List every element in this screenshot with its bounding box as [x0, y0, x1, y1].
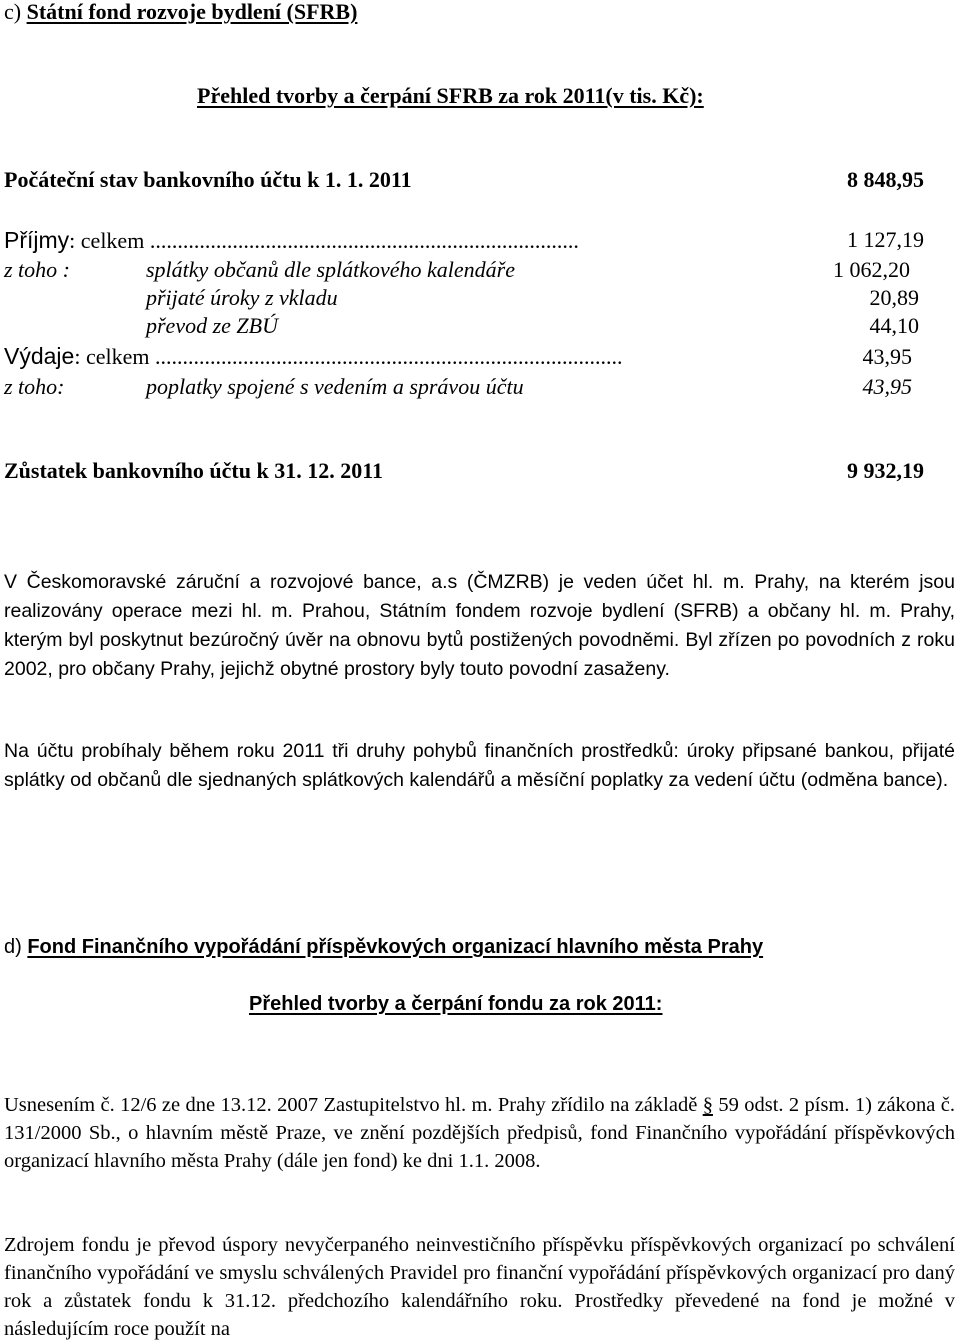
expense-toho-label: z toho: — [4, 374, 65, 399]
opening-balance-value: 8 848,95 — [847, 167, 924, 192]
income-item-label: převod ze ZBÚ — [146, 313, 278, 338]
income-item-label: splátky občanů dle splátkového kalendáře — [146, 257, 516, 282]
section-c-title: Státní fond rozvoje bydlení (SFRB) — [26, 0, 358, 24]
expense-item-label: poplatky spojené s vedením a správou účtu — [146, 374, 524, 399]
income-total-value: 1 127,19 — [847, 227, 924, 252]
expense-leader-dots: ..................................................................................... — [154, 344, 623, 369]
opening-balance-label: Počáteční stav bankovního účtu k 1. 1. 2011 — [4, 167, 412, 192]
section-d-heading — [4, 936, 763, 959]
income-total-label: Příjmy: celkem .............................................................................. — [4, 227, 579, 253]
section-c-paragraph-2: Na účtu probíhaly během roku 2011 tři druhy pohybů finančních prostředků: úroky připsané bankou, přijaté splátky od občanů dle sjednaných splátkových kalendářů a měsíční poplatky za vedení účtu (odměna bance). — [4, 740, 955, 791]
section-c-prefix: c) — [4, 0, 27, 24]
section-c-heading — [4, 0, 357, 25]
income-item-label: přijaté úroky z vkladu — [146, 285, 338, 310]
income-item-value: 1 062,20 — [833, 257, 910, 282]
section-c-paragraph-1: V Českomoravské záruční a rozvojové bance, a.s (ČMZRB) je veden účet hl. m. Prahy, na kterém jsou realizovány operace mezi hl. m. Prahou, Státním fondem rozvoje bydlení (SFRB) a občany hl. m. Prahy, kterým byl poskytnut bezúročný úvěr na obnovu bytů postižených povodněmi. Byl zřízen po povodních z roku 2002, pro občany Prahy, jejichž obytné prostory byly touto povodní zasaženy. — [4, 571, 955, 680]
expense-total-label: Výdaje: celkem ..................................................................................... — [4, 343, 623, 369]
closing-balance-label: Zůstatek bankovního účtu k 31. 12. 2011 — [4, 458, 383, 483]
expense-item-value: 43,95 — [862, 374, 912, 399]
income-toho-label: z toho : — [4, 257, 70, 282]
closing-balance-value: 9 932,19 — [847, 458, 924, 483]
income-leader-dots: .............................................................................. — [149, 228, 579, 253]
paragraph-sign: § — [702, 1094, 713, 1116]
section-d-prefix: d) — [4, 936, 28, 958]
section-d-title: Fond Finančního vypořádání příspěvkových organizací hlavního města Prahy — [27, 936, 764, 958]
section-c-subtitle: Přehled tvorby a čerpání SFRB za rok 2011(v tis. Kč): — [197, 83, 704, 108]
income-item-value: 44,10 — [869, 313, 919, 338]
expense-total-value: 43,95 — [862, 344, 912, 369]
section-d-subtitle: Přehled tvorby a čerpání fondu za rok 2011: — [249, 993, 663, 1015]
income-item-value: 20,89 — [869, 285, 919, 310]
section-d-paragraph-2: Zdrojem fondu je převod úspory nevyčerpaného neinvestičního příspěvku příspěvkových organizací po schválení finančního vypořádání ve smyslu schválených Pravidel pro finanční vypořádání příspěvkových organizací pro daný rok a zůstatek fondu k 31.12. předchozího kalendářního roku. Prostředky převedené na fond je možné v následujícím roce použít na — [4, 1234, 955, 1340]
section-d-paragraph-1: Usnesením č. 12/6 ze dne 13.12. 2007 Zastupitelstvo hl. m. Prahy zřídilo na základě § 59 odst. 2 písm. 1) zákona č. 131/2000 Sb., o hlavním městě Praze, ve znění pozdějších předpisů, fond Finančního vypořádání příspěvkových organizací hlavního města Prahy (dále jen fond) ke dni 1.1. 2008. — [4, 1094, 955, 1172]
